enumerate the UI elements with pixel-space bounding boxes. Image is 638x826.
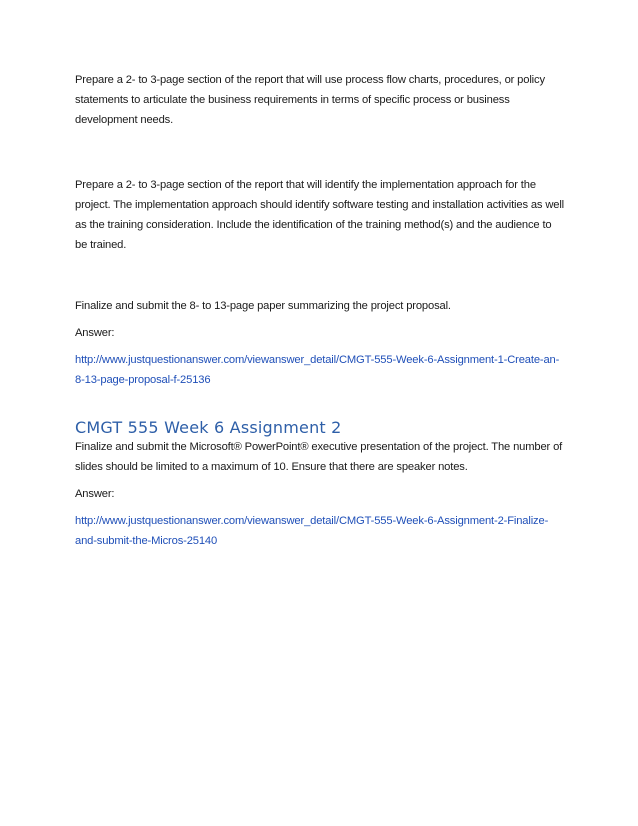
answer-link-1-paragraph [75, 350, 565, 390]
finalize-paper-paragraph: Finalize and submit the 8- to 13-page paper summarizing the project proposal. [75, 300, 451, 312]
answer-label-2: Answer: [75, 488, 115, 500]
implementation-paragraph: Prepare a 2- to 3-page section of the report that will identify the implementation approach for the project. The implementation approach should identify software testing and installation activities as well as the training consideration. Include the identification of the training method(s) and the audience to be trained. [75, 179, 564, 251]
assignment-2-description: Finalize and submit the Microsoft® PowerPoint® executive presentation of the project. The number of slides should be limited to a maximum of 10. Ensure that there are speaker notes. [75, 441, 563, 473]
answer-link-2[interactable]: http://www.justquestionanswer.com/viewanswer_detail/CMGT-555-Week-6-Assignment-2-Finalize-and-submit-the-Micros-25140 [75, 515, 549, 547]
flowcharts-paragraph: Prepare a 2- to 3-page section of the report that will use process flow charts, procedures, or policy statements to articulate the business requirements in terms of specific process or business development needs. [75, 74, 545, 126]
document-body [75, 70, 565, 551]
answer-link-1[interactable]: http://www.justquestionanswer.com/viewanswer_detail/CMGT-555-Week-6-Assignment-1-Create-an-8-13-page-proposal-f-25136 [75, 354, 560, 386]
answer-link-2-paragraph [75, 511, 565, 551]
assignment-2-heading: CMGT 555 Week 6 Assignment 2 [75, 418, 342, 437]
answer-label-1: Answer: [75, 327, 115, 339]
